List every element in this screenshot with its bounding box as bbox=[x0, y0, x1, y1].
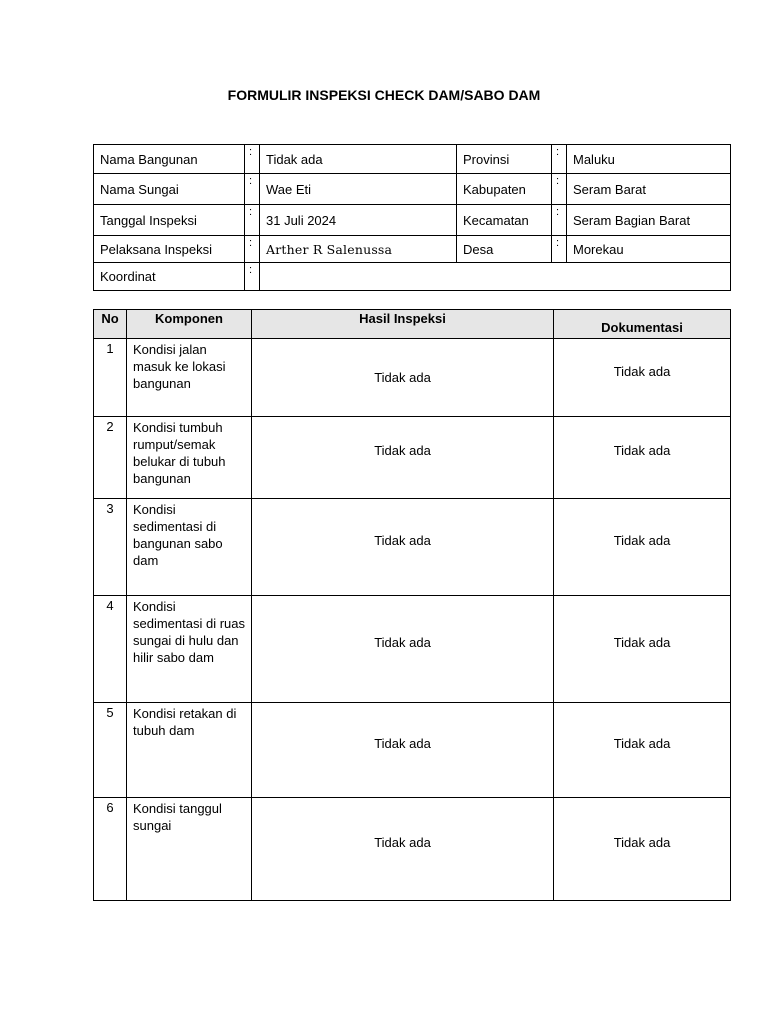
info-table bbox=[93, 144, 731, 291]
header-hasil: Hasil Inspeksi bbox=[252, 310, 554, 339]
row-komponen: Kondisi sedimentasi di bangunan sabo dam bbox=[127, 499, 252, 596]
row-komponen: Kondisi jalan masuk ke lokasi bangunan bbox=[127, 339, 252, 417]
table-row bbox=[94, 596, 731, 703]
colon: : bbox=[552, 236, 567, 263]
desa-label: Desa bbox=[457, 236, 552, 263]
nama-sungai-value: Wae Eti bbox=[260, 174, 457, 205]
colon: : bbox=[552, 174, 567, 205]
row-dokumentasi: Tidak ada bbox=[554, 339, 731, 417]
kabupaten-value: Seram Barat bbox=[567, 174, 731, 205]
row-dokumentasi: Tidak ada bbox=[554, 703, 731, 798]
row-dokumentasi: Tidak ada bbox=[554, 596, 731, 703]
row-no: 3 bbox=[94, 499, 127, 596]
nama-sungai-label: Nama Sungai bbox=[94, 174, 245, 205]
colon: : bbox=[552, 145, 567, 174]
row-komponen: Kondisi sedimentasi di ruas sungai di hulu dan hilir sabo dam bbox=[127, 596, 252, 703]
row-no: 6 bbox=[94, 798, 127, 901]
info-row-bangunan bbox=[94, 145, 731, 174]
row-hasil: Tidak ada bbox=[252, 798, 554, 901]
row-hasil: Tidak ada bbox=[252, 339, 554, 417]
form-title: FORMULIR INSPEKSI CHECK DAM/SABO DAM bbox=[227, 87, 541, 103]
header-dokumentasi: Dokumentasi bbox=[554, 310, 731, 339]
row-no: 5 bbox=[94, 703, 127, 798]
nama-bangunan-value: Tidak ada bbox=[260, 145, 457, 174]
info-row-sungai bbox=[94, 174, 731, 205]
colon: : bbox=[245, 205, 260, 236]
colon: : bbox=[245, 174, 260, 205]
header-row bbox=[94, 310, 731, 339]
row-hasil: Tidak ada bbox=[252, 417, 554, 499]
row-dokumentasi: Tidak ada bbox=[554, 798, 731, 901]
row-dokumentasi: Tidak ada bbox=[554, 417, 731, 499]
row-no: 4 bbox=[94, 596, 127, 703]
info-row-pelaksana bbox=[94, 236, 731, 263]
provinsi-value: Maluku bbox=[567, 145, 731, 174]
kecamatan-value: Seram Bagian Barat bbox=[567, 205, 731, 236]
info-row-koordinat bbox=[94, 263, 731, 291]
colon: : bbox=[552, 205, 567, 236]
desa-value: Morekau bbox=[567, 236, 731, 263]
kecamatan-label: Kecamatan bbox=[457, 205, 552, 236]
row-komponen: Kondisi retakan di tubuh dam bbox=[127, 703, 252, 798]
info-row-tanggal bbox=[94, 205, 731, 236]
table-row bbox=[94, 417, 731, 499]
colon: : bbox=[245, 145, 260, 174]
nama-bangunan-label: Nama Bangunan bbox=[94, 145, 245, 174]
provinsi-label: Provinsi bbox=[457, 145, 552, 174]
row-dokumentasi: Tidak ada bbox=[554, 499, 731, 596]
koordinat-label: Koordinat bbox=[94, 263, 245, 291]
pelaksana-label: Pelaksana Inspeksi bbox=[94, 236, 245, 263]
tanggal-value: 31 Juli 2024 bbox=[260, 205, 457, 236]
header-no: No bbox=[94, 310, 127, 339]
table-row bbox=[94, 499, 731, 596]
header-komponen: Komponen bbox=[127, 310, 252, 339]
row-komponen: Kondisi tumbuh rumput/semak belukar di tubuh bangunan bbox=[127, 417, 252, 499]
row-hasil: Tidak ada bbox=[252, 703, 554, 798]
row-komponen: Kondisi tanggul sungai bbox=[127, 798, 252, 901]
row-hasil: Tidak ada bbox=[252, 596, 554, 703]
row-hasil: Tidak ada bbox=[252, 499, 554, 596]
colon: : bbox=[245, 236, 260, 263]
table-row bbox=[94, 339, 731, 417]
row-no: 2 bbox=[94, 417, 127, 499]
tanggal-label: Tanggal Inspeksi bbox=[94, 205, 245, 236]
kabupaten-label: Kabupaten bbox=[457, 174, 552, 205]
table-row bbox=[94, 703, 731, 798]
inspection-table bbox=[93, 309, 731, 901]
pelaksana-value: Arther R Salenussa bbox=[260, 236, 457, 263]
koordinat-value bbox=[260, 263, 731, 291]
row-no: 1 bbox=[94, 339, 127, 417]
colon: : bbox=[245, 263, 260, 291]
table-row bbox=[94, 798, 731, 901]
